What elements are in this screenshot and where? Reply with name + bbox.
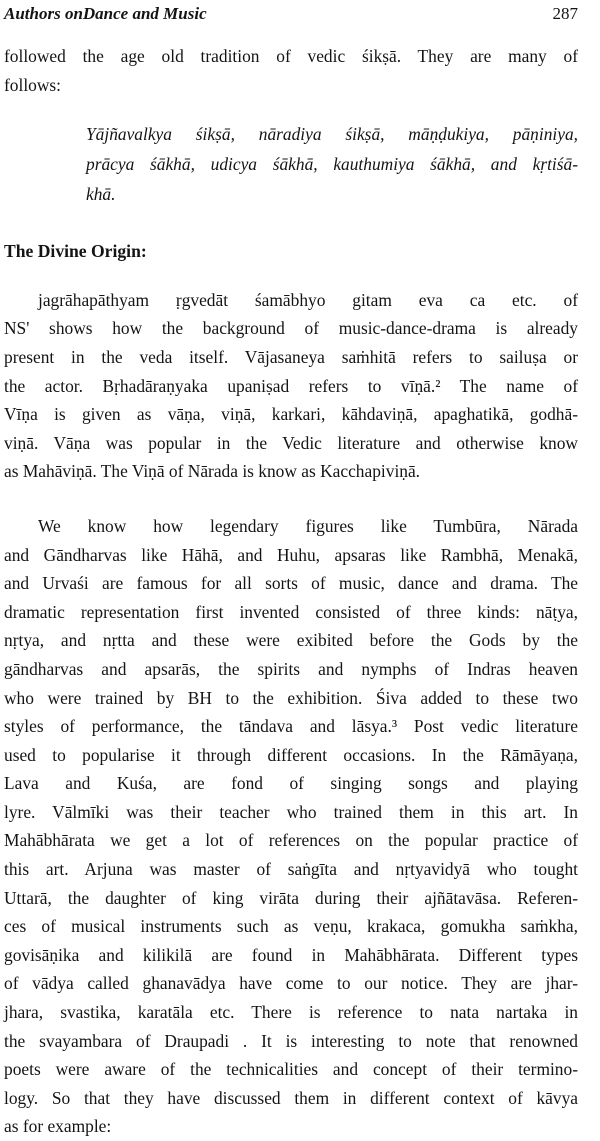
text-line: gāndharvas and apsarās, the spirits and nymphs of Indras heaven	[4, 658, 578, 679]
paragraph-legendary-figures	[4, 512, 578, 1141]
body-text	[4, 42, 578, 1141]
text-line: NS' shows how the background of music-dance-drama is already	[4, 318, 578, 339]
text-line: govisāṇika and kilikilā are found in Mahābhārata. Different types	[4, 944, 578, 965]
text-line: Lava and Kuśa, are fond of singing songs and playing	[4, 773, 578, 794]
text-line: this art. Arjuna was master of saṅgīta and nṛtyavidyā who tought	[4, 859, 578, 880]
text-line: khā.	[86, 184, 116, 205]
text-line: the svayambara of Draupadi . It is interesting to note that renowned	[4, 1030, 578, 1051]
text-line: follows:	[4, 74, 62, 95]
text-line: and Gāndharvas like Hāhā, and Huhu, apsaras like Rambhā, Menakā,	[4, 544, 578, 565]
paragraph-divine-origin	[4, 286, 578, 486]
text-line: as Mahāviṇā. The Viṇā of Nārada is know as Kacchapiviṇā.	[4, 461, 421, 482]
running-head: Authors onDance and Music	[4, 4, 207, 23]
text-line: and Urvaśi are famous for all sorts of music, dance and drama. The	[4, 573, 578, 594]
text-line: followed the age old tradition of vedic śikṣā. They are many of	[4, 46, 578, 66]
text-line: styles of performance, the tāndava and lāsya.³ Post vedic literature	[4, 716, 578, 737]
text-line: of vādya called ghanavādya have come to our notice. They are jhar-	[4, 973, 578, 994]
text-line: viṇā. Vāṇa was popular in the Vedic literature and otherwise know	[4, 432, 578, 453]
text-line: dramatic representation first invented consisted of three kinds: nāṭya,	[4, 601, 578, 622]
text-line: Yājñavalkya śikṣā, nāradiya śikṣā, māṇḍukiya, pāṇiniya,	[86, 124, 578, 145]
text-line: the actor. Bṛhadāraṇyaka upaniṣad refers to vīṇā.² The name of	[4, 375, 578, 396]
text-line: logy. So that they have discussed them in different context of kāvya	[4, 1087, 578, 1108]
section-heading: The Divine Origin:	[4, 241, 147, 262]
text-line: as for example:	[4, 1116, 112, 1137]
text-line: jhara, svastika, karatāla etc. There is reference to nata nartaka in	[4, 1002, 578, 1023]
text-line: who were trained by BH to the exhibition. Śiva added to these two	[4, 687, 578, 708]
page-header	[4, 4, 578, 28]
text-line: Mahābhārata we get a lot of references on the popular practice of	[4, 830, 578, 851]
page-number: 287	[552, 4, 578, 23]
text-line: lyre. Vālmīki was their teacher who trained them in this art. In	[4, 801, 578, 822]
text-line: We know how legendary figures like Tumbūra, Nārada	[38, 515, 578, 536]
text-line: used to popularise it through different occasions. In the Rāmāyaṇa,	[4, 744, 578, 765]
text-line: Uttarā, the daughter of king virāta during their ajñātavāsa. Referen-	[4, 887, 578, 908]
text-line: prācya śākhā, udicya śākhā, kauthumiya śākhā, and kṛtiśā-	[86, 154, 578, 175]
text-line: jagrāhapāthyam ṛgvedāt śamābhyo gitam eva ca etc. of	[38, 289, 578, 310]
text-line: present in the veda itself. Vājasaneya saṁhitā refers to sailuṣa or	[4, 346, 578, 367]
block-quote	[86, 119, 578, 209]
text-line: nṛtya, and nṛtta and these were exibited before the Gods by the	[4, 630, 578, 651]
intro-paragraph	[4, 42, 578, 99]
text-line: ces of musical instruments such as veṇu, krakaca, gomukha saṁkha,	[4, 916, 578, 937]
text-line: Vīṇa is given as vāṇa, viṇā, karkari, kāhdaviṇā, apaghatikā, godhā-	[4, 404, 578, 425]
text-line: poets were aware of the technicalities and concept of their termino-	[4, 1059, 578, 1080]
